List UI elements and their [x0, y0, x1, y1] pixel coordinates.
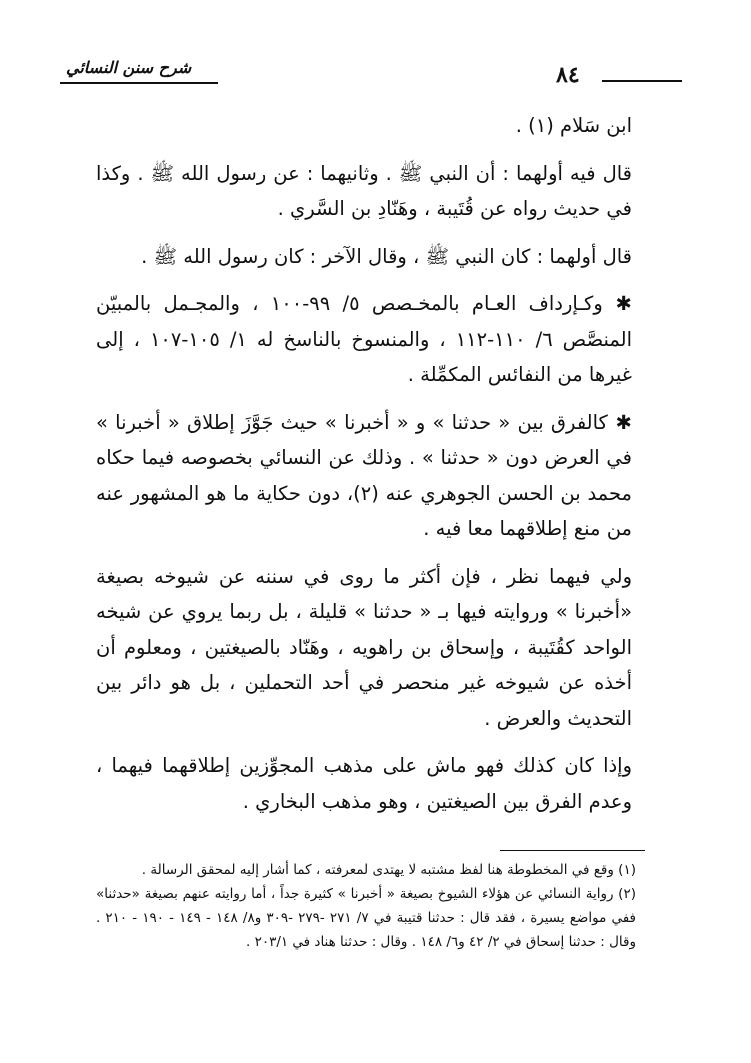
- paragraph: وإذا كان كذلك فهو ماش على مذهب المجوِّزين إطلاقهما فيهما ، وعدم الفرق بين الصيغتين ، وهو مذهب البخاري .: [96, 754, 632, 813]
- bullet-paragraph: ✱ وكـإرداف العـام بالمخـصص ٥/ ٩٩-١٠٠ ، والمجـمل بالمبيّن المنصَّص ٦/ ١١٠-١١٢ ، والمنسوخ بالناسخ له ١/ ١٠٥-١٠٧ ، إلى غيرها من النفائس المكمِّلة .: [96, 286, 632, 393]
- paragraph: قال أولهما : كان النبي ﷺ ، وقال الآخر : كان رسول الله ﷺ .: [141, 244, 632, 268]
- body-text: [96, 108, 632, 831]
- page-number: ٨٤: [556, 62, 580, 88]
- paragraph: ولي فيهما نظر ، فإن أكثر ما روى في سننه عن شيوخه بصيغة «أخبرنا » وروايته فيها بـ « حدثنا » قليلة ، بل ربما يروي عن شيخه الواحد كقُتَيبة ، وإسحاق بن راهويه ، وهَنّاد بالصيغتين ، ومعلوم أن أخذه عن شيوخه غير منحصر في أحد التحملين ، بل هو دائر بين التحديث والعرض .: [96, 564, 632, 730]
- page-header: [60, 52, 690, 92]
- running-title: شرح سنن النسائي: [66, 58, 192, 77]
- page-number-rule: [602, 80, 682, 82]
- paragraph: ابن سَلام (١) .: [515, 114, 632, 137]
- footnote: (٢) رواية النسائي عن هؤلاء الشيوخ بصيغة « أخبرنا » كثيرة جداً ، أما روايته عنهم بصيغة «حدثنا» ففي مواضع يسيرة ، فقد قال : حدثنا قتيبة في ٧/ ٢٧١ -٢٧٩ -٣٠٩ و٨/ ١٤٨ - ١٤٩ - ١٩٠ - ٢١٠ . وقال : حدثنا إسحاق في ٢/ ٤٢ و٦/ ١٤٨ . وقال : حدثنا هناد في ٢٠٣/١ .: [96, 886, 636, 950]
- footnote-separator: [500, 850, 645, 851]
- footnotes: [96, 858, 636, 954]
- bullet-paragraph: ✱ كالفرق بين « حدثنا » و « أخبرنا » حيث جَوَّزَ إطلاق « أخبرنا » في العرض دون « حدثنا » . وذلك عن النسائي بخصوصه فيما حكاه محمد بن الحسن الجوهري عنه (٢)، دون حكاية ما هو المشهور عنه من منع إطلاقهما معا فيه .: [96, 405, 632, 547]
- footnote: (١) وقع في المخطوطة هنا لفظ مشتبه لا يهتدى لمعرفته ، كما أشار إليه لمحقق الرسالة .: [141, 862, 636, 878]
- title-underline: [60, 82, 218, 84]
- paragraph: قال فيه أولهما : أن النبي ﷺ . وثانيهما : عن رسول الله ﷺ . وكذا في حديث رواه عن قُتَيبة ، وهَنّادِ بن السَّري .: [96, 161, 632, 220]
